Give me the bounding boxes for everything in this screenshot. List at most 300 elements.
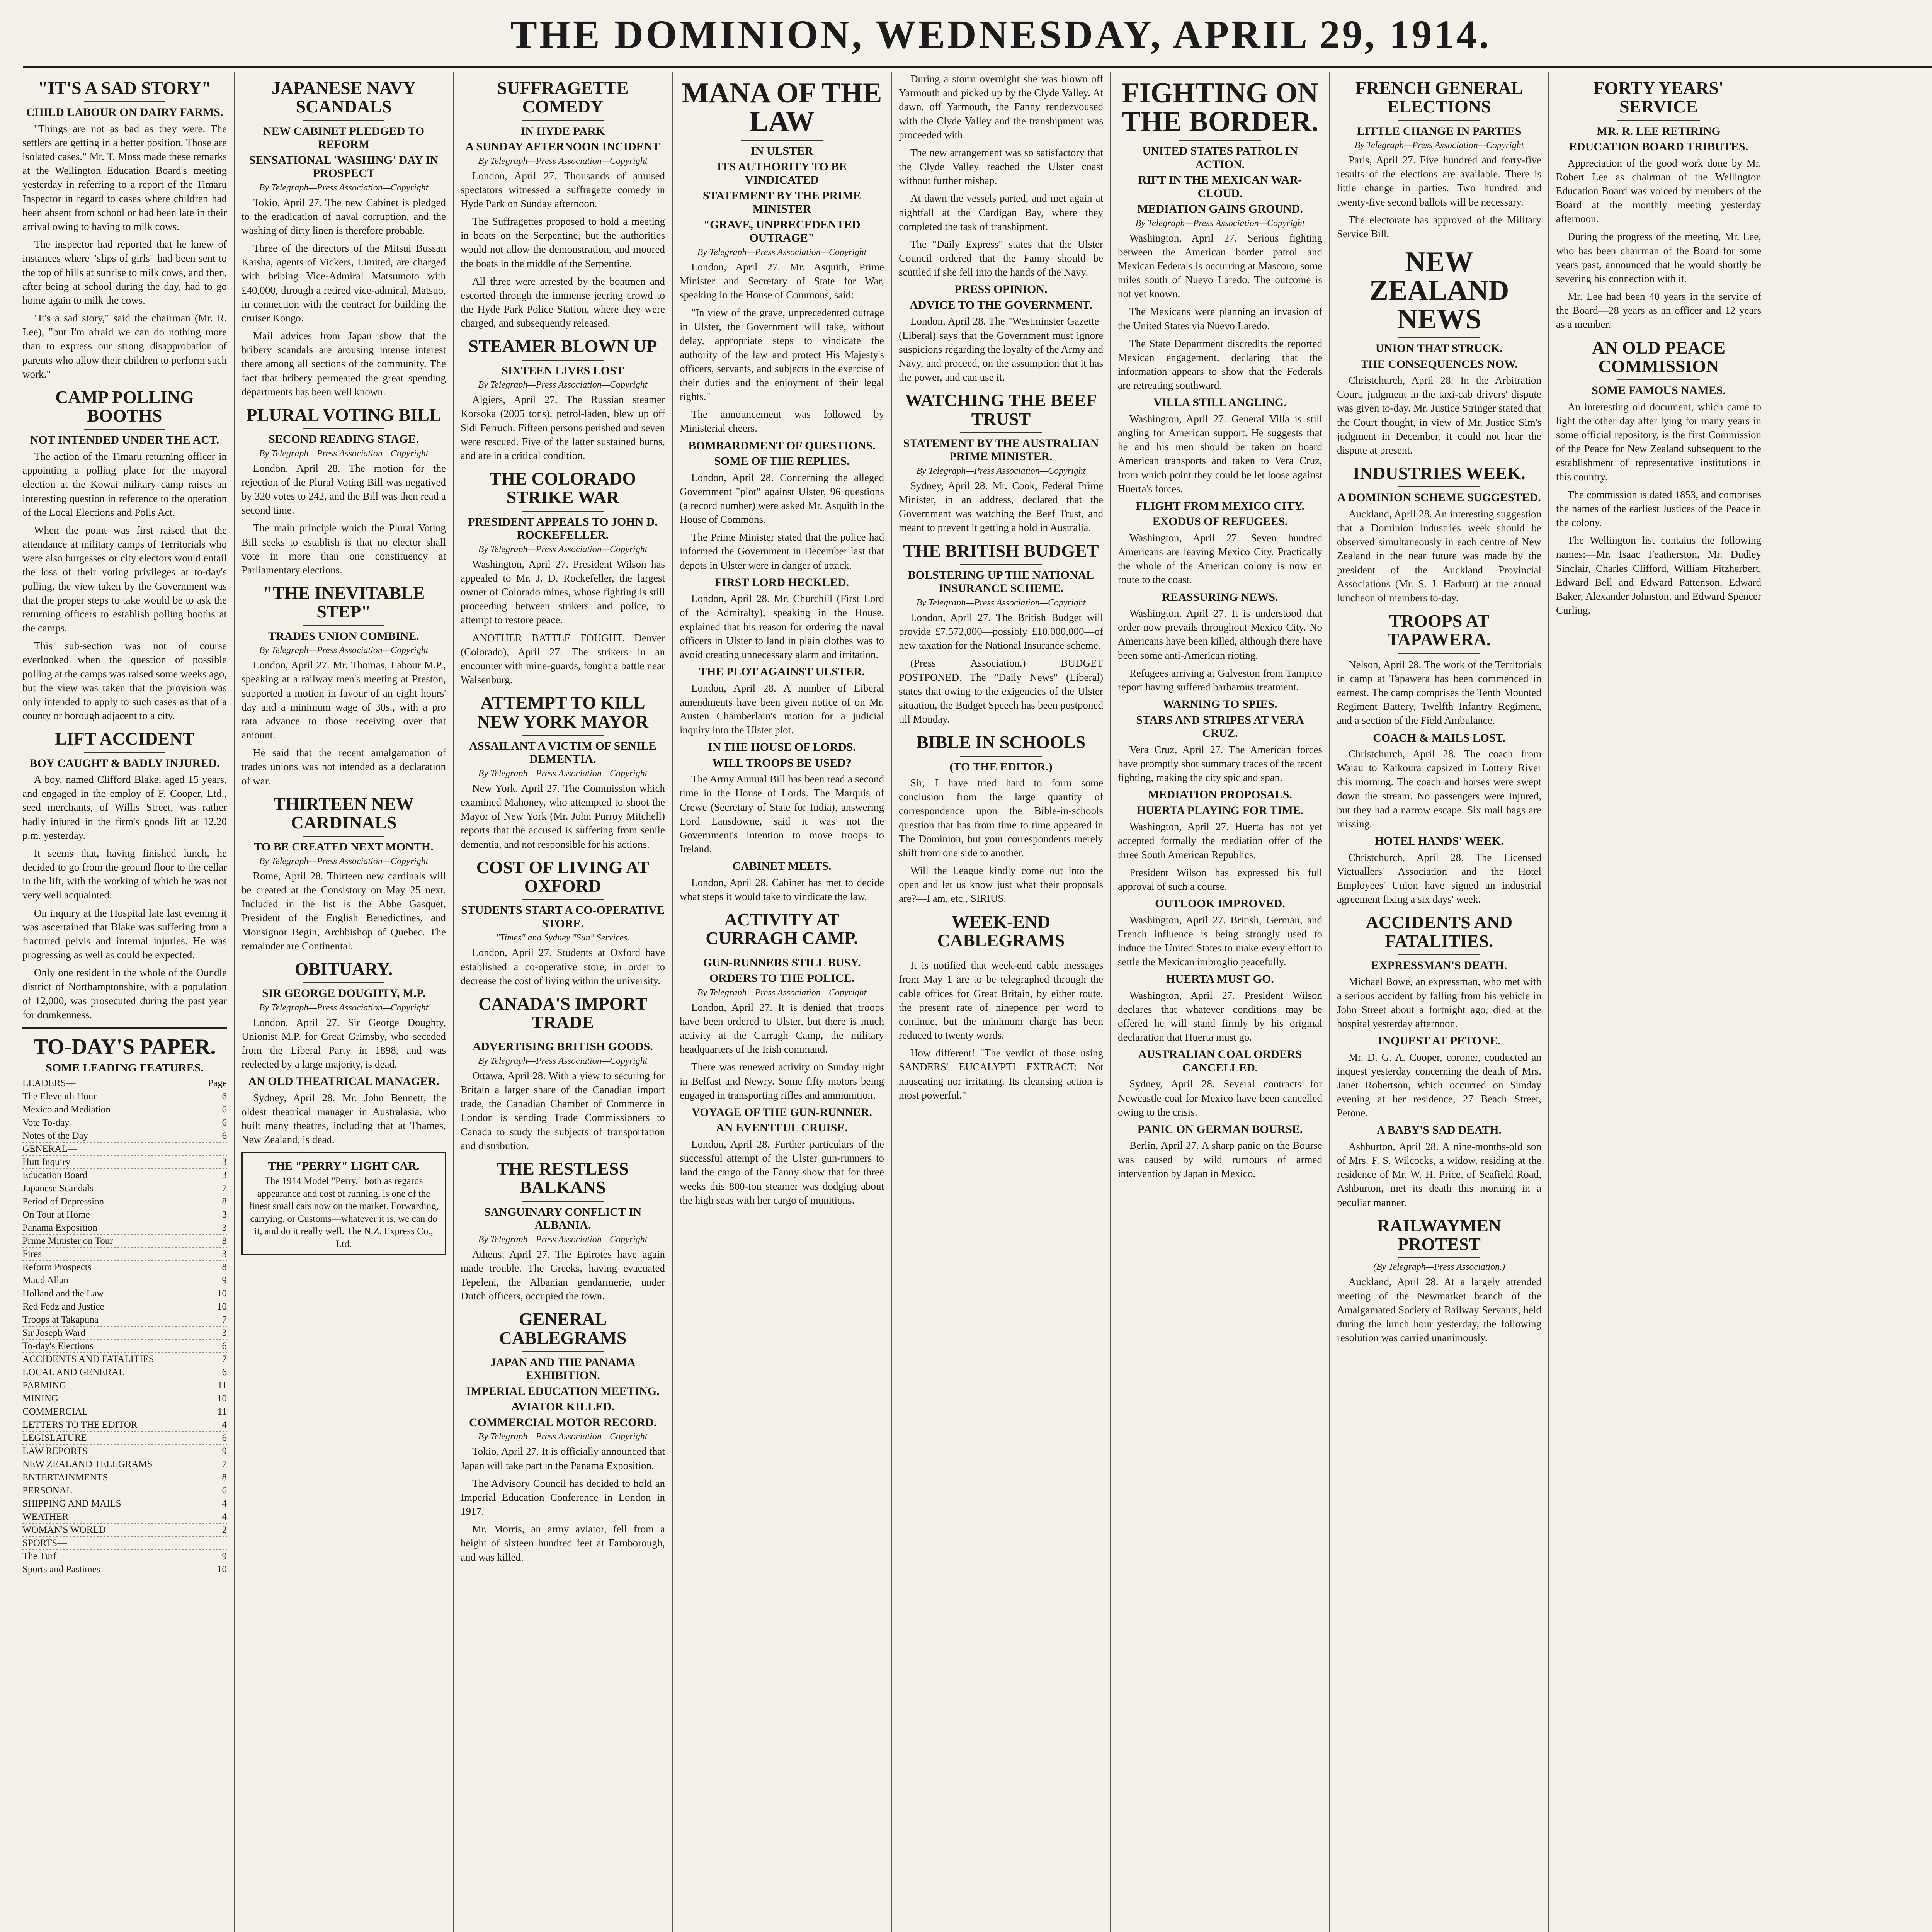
article-paragraph: The Mexicans were planning an invasion of the United States via Nuevo Laredo. — [1118, 306, 1322, 332]
index-row — [22, 1563, 227, 1576]
article-subheading: SANGUINARY CONFLICT IN ALBANIA. — [484, 1205, 642, 1232]
article-dateline: By Telegraph—Press Association—Copyright — [259, 448, 429, 459]
article-subheading: IN ULSTER — [751, 145, 813, 157]
article-paragraph: ANOTHER BATTLE FOUGHT. Denver (Colorado), April 27. The strikers in an encounter with mine-guards, fought a battle near Walsenburg. — [461, 632, 665, 686]
index-page: 10 — [217, 1393, 227, 1404]
index-label: NEW ZEALAND TELEGRAMS — [22, 1459, 153, 1470]
index-row — [22, 1129, 227, 1143]
article-paragraph: On inquiry at the Hospital late last evening it was ascertained that Blake was suffering from a fractured pelvis and internal injuries. He was progressing as well as could be expected. — [22, 907, 227, 961]
article-paragraph: The Prime Minister stated that the police had informed the Government in December last that depots in Ulster were in danger of attack. — [680, 531, 884, 571]
article — [1118, 897, 1322, 969]
article-paragraph: Berlin, April 27. A sharp panic on the Bourse was caused by wild rumours of armed intervention by Japan in Mexico. — [1118, 1139, 1322, 1179]
article-headline: WATCHING THE BEEF TRUST — [905, 390, 1097, 429]
newspaper-title: THE DOMINION, WEDNESDAY, APRIL 29, 1914. — [510, 12, 1492, 57]
article-paragraph: The main principle which the Plural Voting Bill seeks to establish is that no elector shall vote in more than one constituency at Parliamentary elections. — [242, 522, 446, 576]
article-subheading: BOLSTERING UP THE NATIONAL INSURANCE SCHEME. — [908, 568, 1094, 595]
article-headline: PLURAL VOTING BILL — [246, 405, 441, 425]
article-subheading: COMMERCIAL MOTOR RECORD. — [469, 1416, 657, 1429]
article-paragraph: New York, April 27. The Commission which examined Mahoney, who attempted to shoot the Mayor of New York (Mr. John Purroy Mitchell) reports that the accused is suffering from senile dementia, and not responsible for his actions. — [461, 782, 665, 850]
headline-rule — [522, 511, 604, 512]
index-row — [22, 1458, 227, 1471]
index-label: COMMERCIAL — [22, 1406, 88, 1417]
article-paragraph: At dawn the vessels parted, and met again at nightfall at the Cardigan Bay, where they completed the task of transhipment. — [899, 192, 1103, 232]
index-page: 4 — [222, 1498, 227, 1509]
index-row — [22, 1445, 227, 1458]
index-page: 3 — [222, 1157, 227, 1168]
article — [1337, 464, 1541, 605]
article-paragraph: He said that the recent amalgamation of trades unions was not intended as a declaration of war. — [242, 747, 446, 787]
article — [22, 79, 227, 381]
article-paragraph: Appreciation of the good work done by Mr. Robert Lee as chairman of the Wellington Education Board was voiced by members of the Board at the monthly meeting yesterday afternoon. — [1556, 157, 1761, 225]
headline-rule — [303, 625, 385, 626]
article — [461, 469, 665, 687]
article-paragraph: London, April 27. Students at Oxford have established a co-operative store, in order to decrease the cost of living within the university. — [461, 947, 665, 986]
article — [899, 72, 1103, 279]
article-paragraph: London, April 28. A number of Liberal amendments have been given notice of on Mr. Austen Chamberlain's motion for a judicial inquiry into the Ulster plot. — [680, 682, 884, 736]
masthead — [23, 8, 1932, 68]
article — [1337, 1034, 1541, 1120]
article-subheading: AVIATOR KILLED. — [511, 1400, 614, 1413]
article-dateline: By Telegraph—Press Association—Copyright — [478, 768, 648, 779]
article — [1118, 1123, 1322, 1180]
article-dateline: (By Telegraph—Press Association.) — [1373, 1262, 1505, 1272]
advert-title: THE "PERRY" LIGHT CAR. — [268, 1159, 420, 1172]
article-subheading: STUDENTS START A CO-OPERATIVE STORE. — [461, 904, 665, 930]
headline-rule — [1398, 954, 1480, 955]
index-page: 6 — [222, 1104, 227, 1115]
article-subheading: PANIC ON GERMAN BOURSE. — [1137, 1122, 1303, 1136]
index-label: Prime Minister on Tour — [22, 1236, 113, 1247]
article-subheading: (TO THE EDITOR.) — [949, 760, 1053, 773]
article-subheading: BOMBARDMENT OF QUESTIONS. — [688, 439, 876, 452]
article-paragraph: "It's a sad story," said the chairman (Mr. R. Lee), "but I'm afraid we can do nothing more than to express our strong disapprobation of parents who allow their children to perform such work." — [22, 312, 227, 380]
headline-rule — [84, 752, 166, 753]
article-subheading: AN EVENTFUL CRUISE. — [716, 1121, 848, 1134]
index-row — [22, 1235, 227, 1248]
article-paragraph: President Wilson has expressed his full approval of such a course. — [1118, 866, 1322, 892]
headline-rule — [1179, 140, 1261, 141]
article-subheading: OUTLOOK IMPROVED. — [1155, 897, 1285, 910]
advert-text: The 1914 Model "Perry," both as regards appearance and cost of running, is one of the finest small cars now on the market. Forwarding, carrying, or Customs—whatever it is, we can do it, and do it really well. The N.Z. Express Co., Ltd. — [249, 1176, 439, 1249]
headline-rule — [960, 432, 1042, 433]
article-headline: THIRTEEN NEW CARDINALS — [274, 794, 414, 833]
index-label: Fires — [22, 1249, 42, 1260]
index-row — [22, 1090, 227, 1103]
article — [1337, 1216, 1541, 1345]
column-1 — [15, 72, 235, 1932]
article-dateline: By Telegraph—Press Association—Copyright — [478, 1056, 648, 1066]
article-subheading: CABINET MEETS. — [732, 860, 832, 873]
headline-rule — [960, 756, 1042, 757]
index-page: 6 — [222, 1341, 227, 1352]
article-dateline: By Telegraph—Press Association—Copyright — [1135, 218, 1305, 228]
article-dateline: By Telegraph—Press Association—Copyright — [478, 156, 648, 166]
index-label: LOCAL AND GENERAL — [22, 1367, 125, 1378]
article-paragraph: London, April 28. Concerning the alleged Government "plot" against Ulster, 96 questions (a record number) were asked Mr. Asquith in the House of Commons. — [680, 471, 884, 526]
article-paragraph: There was renewed activity on Sunday night in Belfast and Newry. Some fifty motors being engaged in transporting rifles and ammunition. — [680, 1061, 884, 1101]
article-subheading: ORDERS TO THE POLICE. — [709, 972, 855, 985]
article-paragraph: Paris, April 27. Five hundred and forty-five results of the elections are available. There is little change in parties. Two hundred and twenty-five second ballots will be necessary. — [1337, 154, 1541, 208]
article — [680, 741, 884, 856]
article-subheading: BOY CAUGHT & BADLY INJURED. — [29, 757, 220, 770]
article-headline: LIFT ACCIDENT — [55, 729, 194, 749]
index-page: 9 — [222, 1446, 227, 1457]
article-subheading: IN HYDE PARK — [520, 124, 605, 138]
article-subheading: FIRST LORD HECKLED. — [714, 576, 849, 589]
article-paragraph: It seems that, having finished lunch, he decided to go from the ground floor to the cellar in the lift, with the working of which he was not very well acquainted. — [22, 847, 227, 901]
index-label: MINING — [22, 1393, 59, 1404]
index-row — [22, 1300, 227, 1313]
index-page: 7 — [222, 1459, 227, 1470]
article-dateline: By Telegraph—Press Association—Copyright — [697, 987, 867, 998]
index-row — [22, 1497, 227, 1510]
index-row — [22, 1379, 227, 1392]
article-headline: AN OLD PEACE COMMISSION — [1592, 337, 1726, 376]
index-page: 6 — [222, 1131, 227, 1141]
index-row — [22, 1353, 227, 1366]
index-page: 2 — [222, 1525, 227, 1536]
article — [680, 79, 884, 435]
index-row — [22, 1274, 227, 1287]
headline-rule — [303, 836, 385, 837]
article — [22, 730, 227, 962]
article — [461, 1310, 665, 1564]
article-subheading: TO BE CREATED NEXT MONTH. — [254, 840, 434, 854]
index-label: LETTERS TO THE EDITOR — [22, 1420, 138, 1430]
article-paragraph: Washington, April 27. British, German, and French influence is being strongly used to induce the United States to make every effort to settle the Mexican imbroglio peacefully. — [1118, 914, 1322, 968]
article — [1337, 1124, 1541, 1209]
article-subheading: LITTLE CHANGE IN PARTIES — [1357, 124, 1522, 138]
article-subheading: STARS AND STRIPES AT VERA CRUZ. — [1136, 713, 1304, 740]
article — [461, 1160, 665, 1303]
article-paragraph: (Press Association.) BUDGET POSTPONED. The "Daily News" (Liberal) states that owing to the exigencies of the Ulster situation, the Budget Speech has been postponed till Monday. — [899, 657, 1103, 725]
article-subheading: SECOND READING STAGE. — [269, 433, 419, 446]
index-row — [22, 1484, 227, 1497]
index-row — [22, 1208, 227, 1221]
index-page: 4 — [222, 1420, 227, 1430]
index-label: Maud Allan — [22, 1275, 68, 1286]
column-6 — [1111, 72, 1330, 1932]
article — [1337, 913, 1541, 1031]
article-subheading: ADVERTISING BRITISH GOODS. — [473, 1040, 653, 1053]
article-headline: FRENCH GENERAL ELECTIONS — [1355, 78, 1523, 117]
index-page: 10 — [217, 1288, 227, 1299]
article — [461, 995, 665, 1153]
article — [1118, 396, 1322, 496]
article-paragraph: The commission is dated 1853, and comprises the names of the earliest Justices of the Peace in the colony. — [1556, 488, 1761, 529]
article — [899, 542, 1103, 726]
article-headline: ACTIVITY AT CURRAGH CAMP. — [706, 910, 858, 948]
index-page: 3 — [222, 1328, 227, 1338]
article-paragraph: London, April 28. The motion for the rejection of the Plural Voting Bill was negatived by 320 votes to 242, and the Bill was then read a second time. — [242, 462, 446, 516]
index-label: To-day's Elections — [22, 1341, 94, 1352]
index-row — [22, 1248, 227, 1261]
article-paragraph: Refugees arriving at Galveston from Tampico report having suffered barbarous treatment. — [1118, 667, 1322, 693]
article-dateline: By Telegraph—Press Association—Copyright — [1354, 140, 1524, 151]
headline-rule — [84, 429, 166, 430]
article-headline: RAILWAYMEN PROTEST — [1377, 1215, 1502, 1254]
article — [1337, 731, 1541, 831]
article-dateline: By Telegraph—Press Association—Copyright — [259, 856, 429, 866]
article — [22, 388, 227, 723]
index-row — [22, 1221, 227, 1235]
index-page: 3 — [222, 1209, 227, 1220]
article-headline: CAMP POLLING BOOTHS — [55, 387, 194, 426]
article-paragraph: Three of the directors of the Mitsui Bussan Kaisha, agents of Vickers, Limited, are charged with bribing Vice-Admiral Matsumoto with £40,000, through a retired vice-admiral, Matsuo, in connection with the contract for building the cruiser Kongo. — [242, 242, 446, 324]
headline-rule — [522, 735, 604, 736]
article-headline: COST OF LIVING AT OXFORD — [476, 857, 650, 896]
headline-rule — [522, 899, 604, 900]
article-subheading: MR. R. LEE RETIRING — [1597, 124, 1721, 138]
headline-rule — [522, 1351, 604, 1352]
article-paragraph: The inspector had reported that he knew of instances where "slips of girls" had been sent to the top of hills at sunrise to milk cows, and then, after being at school during the day, had to go home again to milk the cows. — [22, 238, 227, 306]
article — [461, 694, 665, 851]
article — [680, 439, 884, 572]
article-paragraph: London, April 28. Mr. Churchill (First Lord of the Admiralty), speaking in the House, explained that his reason for ordering the naval officers in Ulster to land in plain clothes was to avoid creating unnecessary alarm and irritation. — [680, 593, 884, 660]
article-subheading: HUERTA PLAYING FOR TIME. — [1136, 804, 1304, 817]
index-row — [22, 1287, 227, 1300]
article-subheading: CHILD LABOUR ON DAIRY FARMS. — [26, 106, 223, 119]
index-page: 3 — [222, 1249, 227, 1260]
article-subheading: UNION THAT STRUCK. — [1375, 342, 1503, 355]
article — [461, 337, 665, 463]
index-label: The Turf — [22, 1551, 57, 1562]
article-paragraph: Tokio, April 27. The new Cabinet is pledged to the eradication of naval corruption, and the washing of dirty linen is therefore probable. — [242, 196, 446, 236]
article-paragraph: Washington, April 27. Seven hundred Americans are leaving Mexico City. Practically the whole of the American colony is now en route to the coast. — [1118, 532, 1322, 586]
index-label: ACCIDENTS AND FATALITIES — [22, 1354, 154, 1365]
article-subheading: ITS AUTHORITY TO BE VINDICATED — [717, 160, 847, 186]
article-subheading: SIXTEEN LIVES LOST — [502, 364, 624, 377]
article-dateline: By Telegraph—Press Association—Copyright — [259, 1002, 429, 1013]
index-label: Period of Depression — [22, 1196, 104, 1207]
article-paragraph: An interesting old document, which came to light the other day after lying for many years in some official repository, is the first Commission of the Peace for New Zealand subsequent to the establishment of representative institutions in this country. — [1556, 401, 1761, 483]
article-subheading: HUERTA MUST GO. — [1166, 973, 1274, 986]
index-page: Page — [208, 1078, 227, 1089]
article-headline: STEAMER BLOWN UP — [468, 336, 657, 356]
article — [1118, 79, 1322, 392]
article-paragraph: The State Department discredits the reported Mexican engagement, declaring that the information appears to show that the Federals are retreating southward. — [1118, 337, 1322, 391]
article — [1118, 500, 1322, 587]
article-subheading: EXPRESSMAN'S DEATH. — [1371, 959, 1507, 972]
article — [242, 79, 446, 399]
article-subheading: NEW CABINET PLEDGED TO REFORM — [263, 124, 425, 151]
column-4 — [673, 72, 892, 1932]
article — [680, 860, 884, 903]
article — [1118, 973, 1322, 1044]
index-page: 9 — [222, 1275, 227, 1286]
article-subheading: RIFT IN THE MEXICAN WAR-CLOUD. — [1138, 173, 1302, 200]
article-subheading: EXODUS OF REFUGEES. — [1152, 515, 1288, 528]
index-row — [22, 1392, 227, 1405]
article-subheading: ASSAILANT A VICTIM OF SENILE DEMENTIA. — [469, 739, 656, 766]
article — [1556, 79, 1761, 332]
article-headline: BIBLE IN SCHOOLS — [916, 732, 1086, 752]
headline-rule — [303, 428, 385, 429]
article-headline: TROOPS AT TAPAWERA. — [1387, 611, 1491, 650]
article-dateline: By Telegraph—Press Association—Copyright — [478, 544, 648, 554]
index-label: Holland and the Law — [22, 1288, 104, 1299]
article-paragraph: London, April 27. Sir George Doughty, Unionist M.P. for Great Grimsby, who seceded from the Liberal Party in 1898, and was reelected by a large majority, is dead. — [242, 1016, 446, 1070]
article-paragraph: During the progress of the meeting, Mr. Lee, who has been chairman of the Board for some years past, announced that he would shortly be severing his connection with it. — [1556, 231, 1761, 284]
article-paragraph: Tokio, April 27. It is officially announced that Japan will take part in the Panama Exposition. — [461, 1446, 665, 1471]
article-subheading: REASSURING NEWS. — [1162, 590, 1278, 604]
index-page: 3 — [222, 1170, 227, 1181]
index-label: GENERAL— — [22, 1144, 77, 1155]
article-dateline: By Telegraph—Press Association—Copyright — [916, 597, 1086, 608]
index-row — [22, 1432, 227, 1445]
article-paragraph: During a storm overnight she was blown off Yarmouth and picked up by the Clyde Valley. At dawn, off Yarmouth, the Fanny rendezvoused with the Clyde Valley and the transhipment was proceeded with. — [899, 73, 1103, 141]
article-paragraph: The announcement was followed by Ministerial cheers. — [680, 408, 884, 434]
headline-rule — [303, 982, 385, 983]
article-paragraph: How different! "The verdict of those using SANDERS' EUCALYPTI EXTRACT: Not nauseating nor irritating. Its cleansing action is most powerful." — [899, 1047, 1103, 1101]
article — [1118, 1048, 1322, 1119]
article-headline: JAPANESE NAVY SCANDALS — [272, 78, 416, 117]
column-2 — [235, 72, 454, 1932]
column-5 — [892, 72, 1111, 1932]
article — [461, 79, 665, 330]
article-paragraph: London, April 27. Thousands of amused spectators witnessed a suffragette comedy in Hyde Park on Sunday afternoon. — [461, 170, 665, 209]
headline-rule — [303, 120, 385, 121]
article-paragraph: Only one resident in the whole of the Oundle district of Northamptonshire, with a population of 12,000, was prosecuted during the past year for drunkenness. — [22, 967, 227, 1020]
article-paragraph: Sydney, April 28. Mr. John Bennett, the oldest theatrical manager in Australasia, who built many theatres, including that at Thames, New Zealand, is dead. — [242, 1092, 446, 1146]
article-paragraph: The "Daily Express" states that the Ulster Council ordered that the Fanny should be scuttled if she fell into the hands of the Navy. — [899, 238, 1103, 278]
index-page: 11 — [217, 1406, 227, 1417]
article-subheading: THE CONSEQUENCES NOW. — [1361, 357, 1518, 371]
article-dateline: By Telegraph—Press Association—Copyright — [259, 645, 429, 656]
article-paragraph: Sydney, April 28. Mr. Cook, Federal Prime Minister, in an address, declared that the Government was watching the Beef Trust, and meant to prevent it getting a hold in Australia. — [899, 480, 1103, 534]
article-paragraph: Washington, April 27. President Wilson has appealed to Mr. J. D. Rockefeller, the largest owner of Colorado mines, whose fighting is still proceeding between strikers and police, to attempt to restore peace. — [461, 558, 665, 626]
article-subheading: FLIGHT FROM MEXICO CITY. — [1136, 499, 1304, 512]
index-label: ENTERTAINMENTS — [22, 1472, 108, 1483]
index-row — [22, 1366, 227, 1379]
article — [1556, 338, 1761, 617]
article — [242, 584, 446, 788]
article — [22, 966, 227, 1022]
index-row — [22, 1169, 227, 1182]
index-label: Japanese Scandals — [22, 1183, 94, 1194]
article-subheading: THE PLOT AGAINST ULSTER. — [699, 665, 865, 679]
article-paragraph: London, April 28. The "Westminster Gazette" (Liberal) says that the Government must ignore suspicions regarding the loyalty of the Army and Navy, and proceed, on the assumption that it has the power, and can use it. — [899, 315, 1103, 383]
index-title: TO-DAY'S PAPER. — [33, 1034, 216, 1059]
index-page: 6 — [222, 1367, 227, 1378]
index-label: Mexico and Mediation — [22, 1104, 111, 1115]
index-row — [22, 1340, 227, 1353]
article-dateline: By Telegraph—Press Association—Copyright — [697, 247, 867, 257]
index-row — [22, 1537, 227, 1550]
index-row — [22, 1313, 227, 1327]
article-paragraph: Ottawa, April 28. With a view to securing for Britain a larger share of the Canadian import trade, the Canadian Chamber of Commerce in London is sending Trade Commissioners to Canada to study the subjects of transportation and distribution. — [461, 1070, 665, 1151]
article-paragraph: When the point was first raised that the attendance at military camps of Territorials who were also burgesses or city electors would entail the loss of their voting privileges at to-day's polling, the view taken by the Government was that the proper steps to take would be to ask the returning officers to establish polling booths at the camps. — [22, 524, 227, 634]
headline-rule — [1398, 120, 1480, 121]
article-subheading: A SUNDAY AFTERNOON INCIDENT — [465, 140, 660, 153]
article-subheading: SOME FAMOUS NAMES. — [1592, 384, 1726, 397]
article — [680, 1106, 884, 1207]
article-subheading: MEDIATION PROPOSALS. — [1148, 788, 1292, 801]
article-subheading: SIR GEORGE DOUGHTY, M.P. — [262, 987, 425, 1000]
index-row — [22, 1510, 227, 1524]
article-subheading: PRESIDENT APPEALS TO JOHN D. ROCKEFELLER. — [468, 515, 658, 542]
headline-rule — [1617, 120, 1699, 121]
index-label: LAW REPORTS — [22, 1446, 88, 1457]
article-paragraph: Christchurch, April 28. The coach from Waiau to Kaikoura capsized in Lottery River this morning. The coach and horses were swept down the stream. No passengers were injured, but they had a narrow escape. Six mail bags are missing. — [1337, 748, 1541, 830]
index-label: PERSONAL — [22, 1485, 73, 1496]
index-row — [22, 1182, 227, 1195]
article-headline: "IT'S A SAD STORY" — [38, 78, 211, 98]
article-subheading: STATEMENT BY THE AUSTRALIAN PRIME MINISTER. — [903, 437, 1099, 463]
article-subheading: JAPAN AND THE PANAMA EXHIBITION. — [490, 1355, 636, 1382]
article-paragraph: Mr. Lee had been 40 years in the service of the Board—28 years as an officer and 12 years as a member. — [1556, 291, 1761, 330]
article — [242, 960, 446, 1071]
article-subheading: ADVICE TO THE GOVERNMENT. — [910, 298, 1092, 311]
article-paragraph: London, April 27. It is denied that troops have been ordered to Ulster, but there is much activity at the Curragh Camp, the military headquarters of the Irish command. — [680, 1001, 884, 1055]
article — [242, 406, 446, 577]
index-subtitle: SOME LEADING FEATURES. — [46, 1061, 204, 1074]
index-row — [22, 1156, 227, 1169]
article-paragraph: Washington, April 27. President Wilson declares that whatever conditions may be offered he will stand firmly by his original declaration that Huerta must go. — [1118, 989, 1322, 1043]
index-page: 7 — [222, 1354, 227, 1365]
article-headline: NEW ZEALAND NEWS — [1369, 246, 1509, 335]
article-paragraph: Athens, April 27. The Epirotes have again made trouble. The Greeks, having evacuated Tepeleni, the Albanian gendarmerie, under Dutch officers, occupied the town. — [461, 1248, 665, 1302]
article-headline: GENERAL CABLEGRAMS — [499, 1309, 627, 1348]
index-page: 10 — [217, 1301, 227, 1312]
article-subheading: AUSTRALIAN COAL ORDERS CANCELLED. — [1138, 1048, 1302, 1074]
index-label: WOMAN'S WORLD — [22, 1525, 106, 1536]
article-dateline: "Times" and Sydney "Sun" Services. — [496, 933, 630, 943]
article-dateline: By Telegraph—Press Association—Copyright — [478, 1234, 648, 1245]
article-paragraph: London, April 27. The British Budget will provide £7,572,000—possibly £10,000,000—of new taxation for the National Insurance scheme. — [899, 611, 1103, 651]
index-label: Sports and Pastimes — [22, 1564, 100, 1575]
article-paragraph: Nelson, April 28. The work of the Territorials in camp at Tapawera has been commenced in earnest. The camp comprises the Tenth Mounted Regiment Battery, Twelfth Infantry Regiment, and a section of the Field Ambulance. — [1337, 658, 1541, 726]
article — [1337, 79, 1541, 241]
article-paragraph: Algiers, April 27. The Russian steamer Korsoka (2005 tons), petrol-laden, blew up off Sidi Ferruch. Fifteen persons perished and seven were rescued. Five of the latter sustained burns, and are in a critical condition. — [461, 394, 665, 461]
article-subheading: HOTEL HANDS' WEEK. — [1374, 835, 1504, 848]
article-subheading: VOYAGE OF THE GUN-RUNNER. — [692, 1105, 872, 1119]
article — [899, 391, 1103, 534]
index-label: WEATHER — [22, 1512, 69, 1522]
article-subheading: UNITED STATES PATROL IN ACTION. — [1142, 145, 1298, 171]
index-page: 6 — [222, 1433, 227, 1444]
index-label: SPORTS— — [22, 1538, 67, 1549]
article-dateline: By Telegraph—Press Association—Copyright — [259, 182, 429, 193]
index-label: Hutt Inquiry — [22, 1157, 71, 1168]
article-paragraph: Sydney, April 28. Several contracts for Newcastle coal for Mexico have been cancelled owing to the crisis. — [1118, 1078, 1322, 1118]
index-label: Sir Joseph Ward — [22, 1328, 85, 1338]
article-paragraph: Rome, April 28. Thirteen new cardinals will be created at the Consistory on May 25 next. Included in the list is the Abbe Gasquet, President of the English Benedictines, and Monsignor Begin, Archbishop of Quebec. The remainder are Continental. — [242, 870, 446, 952]
article-dateline: By Telegraph—Press Association—Copyright — [478, 1432, 648, 1442]
newspaper-columns — [15, 72, 1932, 1932]
article-headline: FIGHTING ON THE BORDER. — [1121, 77, 1319, 138]
article-paragraph: Vera Cruz, April 27. The American forces have promptly shot summary traces of the recent fighting, making the city spic and span. — [1118, 743, 1322, 783]
article-paragraph: Mr. D. G. A. Cooper, coroner, conducted an inquest yesterday concerning the death of Mrs. Janet Robertson, which occurred on Sunday evening at her residence, 27 Beach Street, Petone. — [1337, 1051, 1541, 1119]
article-paragraph: The Advisory Council has decided to hold an Imperial Education Conference in London in 1917. — [461, 1477, 665, 1517]
article — [1337, 248, 1541, 457]
index-row — [22, 1077, 227, 1090]
article-headline: SUFFRAGETTE COMEDY — [497, 78, 629, 117]
article-headline: MANA OF THE LAW — [682, 77, 882, 138]
article-subheading: SOME OF THE REPLIES. — [714, 455, 850, 468]
article-paragraph: Christchurch, April 28. The Licensed Victuallers' Association and the Hotel Employees' Union have signed an industrial agreement fixing a six days' week. — [1337, 851, 1541, 905]
article-paragraph: Auckland, April 28. An interesting suggestion that a Dominion industries week should be observed simultaneously in each centre of New Zealand in the near future was made by the president of the Auckland Provincial Associations (Mr. S. J. Harbutt) at the annual luncheon of members to-day. — [1337, 508, 1541, 604]
index-row — [22, 1327, 227, 1340]
index-page: 8 — [222, 1262, 227, 1273]
article-paragraph: A boy, named Clifford Blake, aged 15 years, and engaged in the employ of F. Cooper, Ltd., seed merchants, of Willis Street, was rather badly injured in the firm's goods lift at 12.20 p.m. yesterday. — [22, 774, 227, 841]
headline-rule — [1398, 1257, 1480, 1258]
article-paragraph: London, April 27. Mr. Asquith, Prime Minister and Secretary of State for War, speaking in the House of Commons, said: — [680, 261, 884, 301]
article-subheading: WARNING TO SPIES. — [1163, 698, 1277, 711]
article-paragraph: It is notified that week-end cable messages from May 1 are to be telegraphed through the cable offices for Great Britain, by either route, the present rate of ninepence per word to continue, but the minimum charge has been reduced to twenty words. — [899, 959, 1103, 1041]
article-subheading: IN THE HOUSE OF LORDS. — [708, 741, 856, 754]
article-headline: "THE INEVITABLE STEP" — [262, 583, 425, 622]
